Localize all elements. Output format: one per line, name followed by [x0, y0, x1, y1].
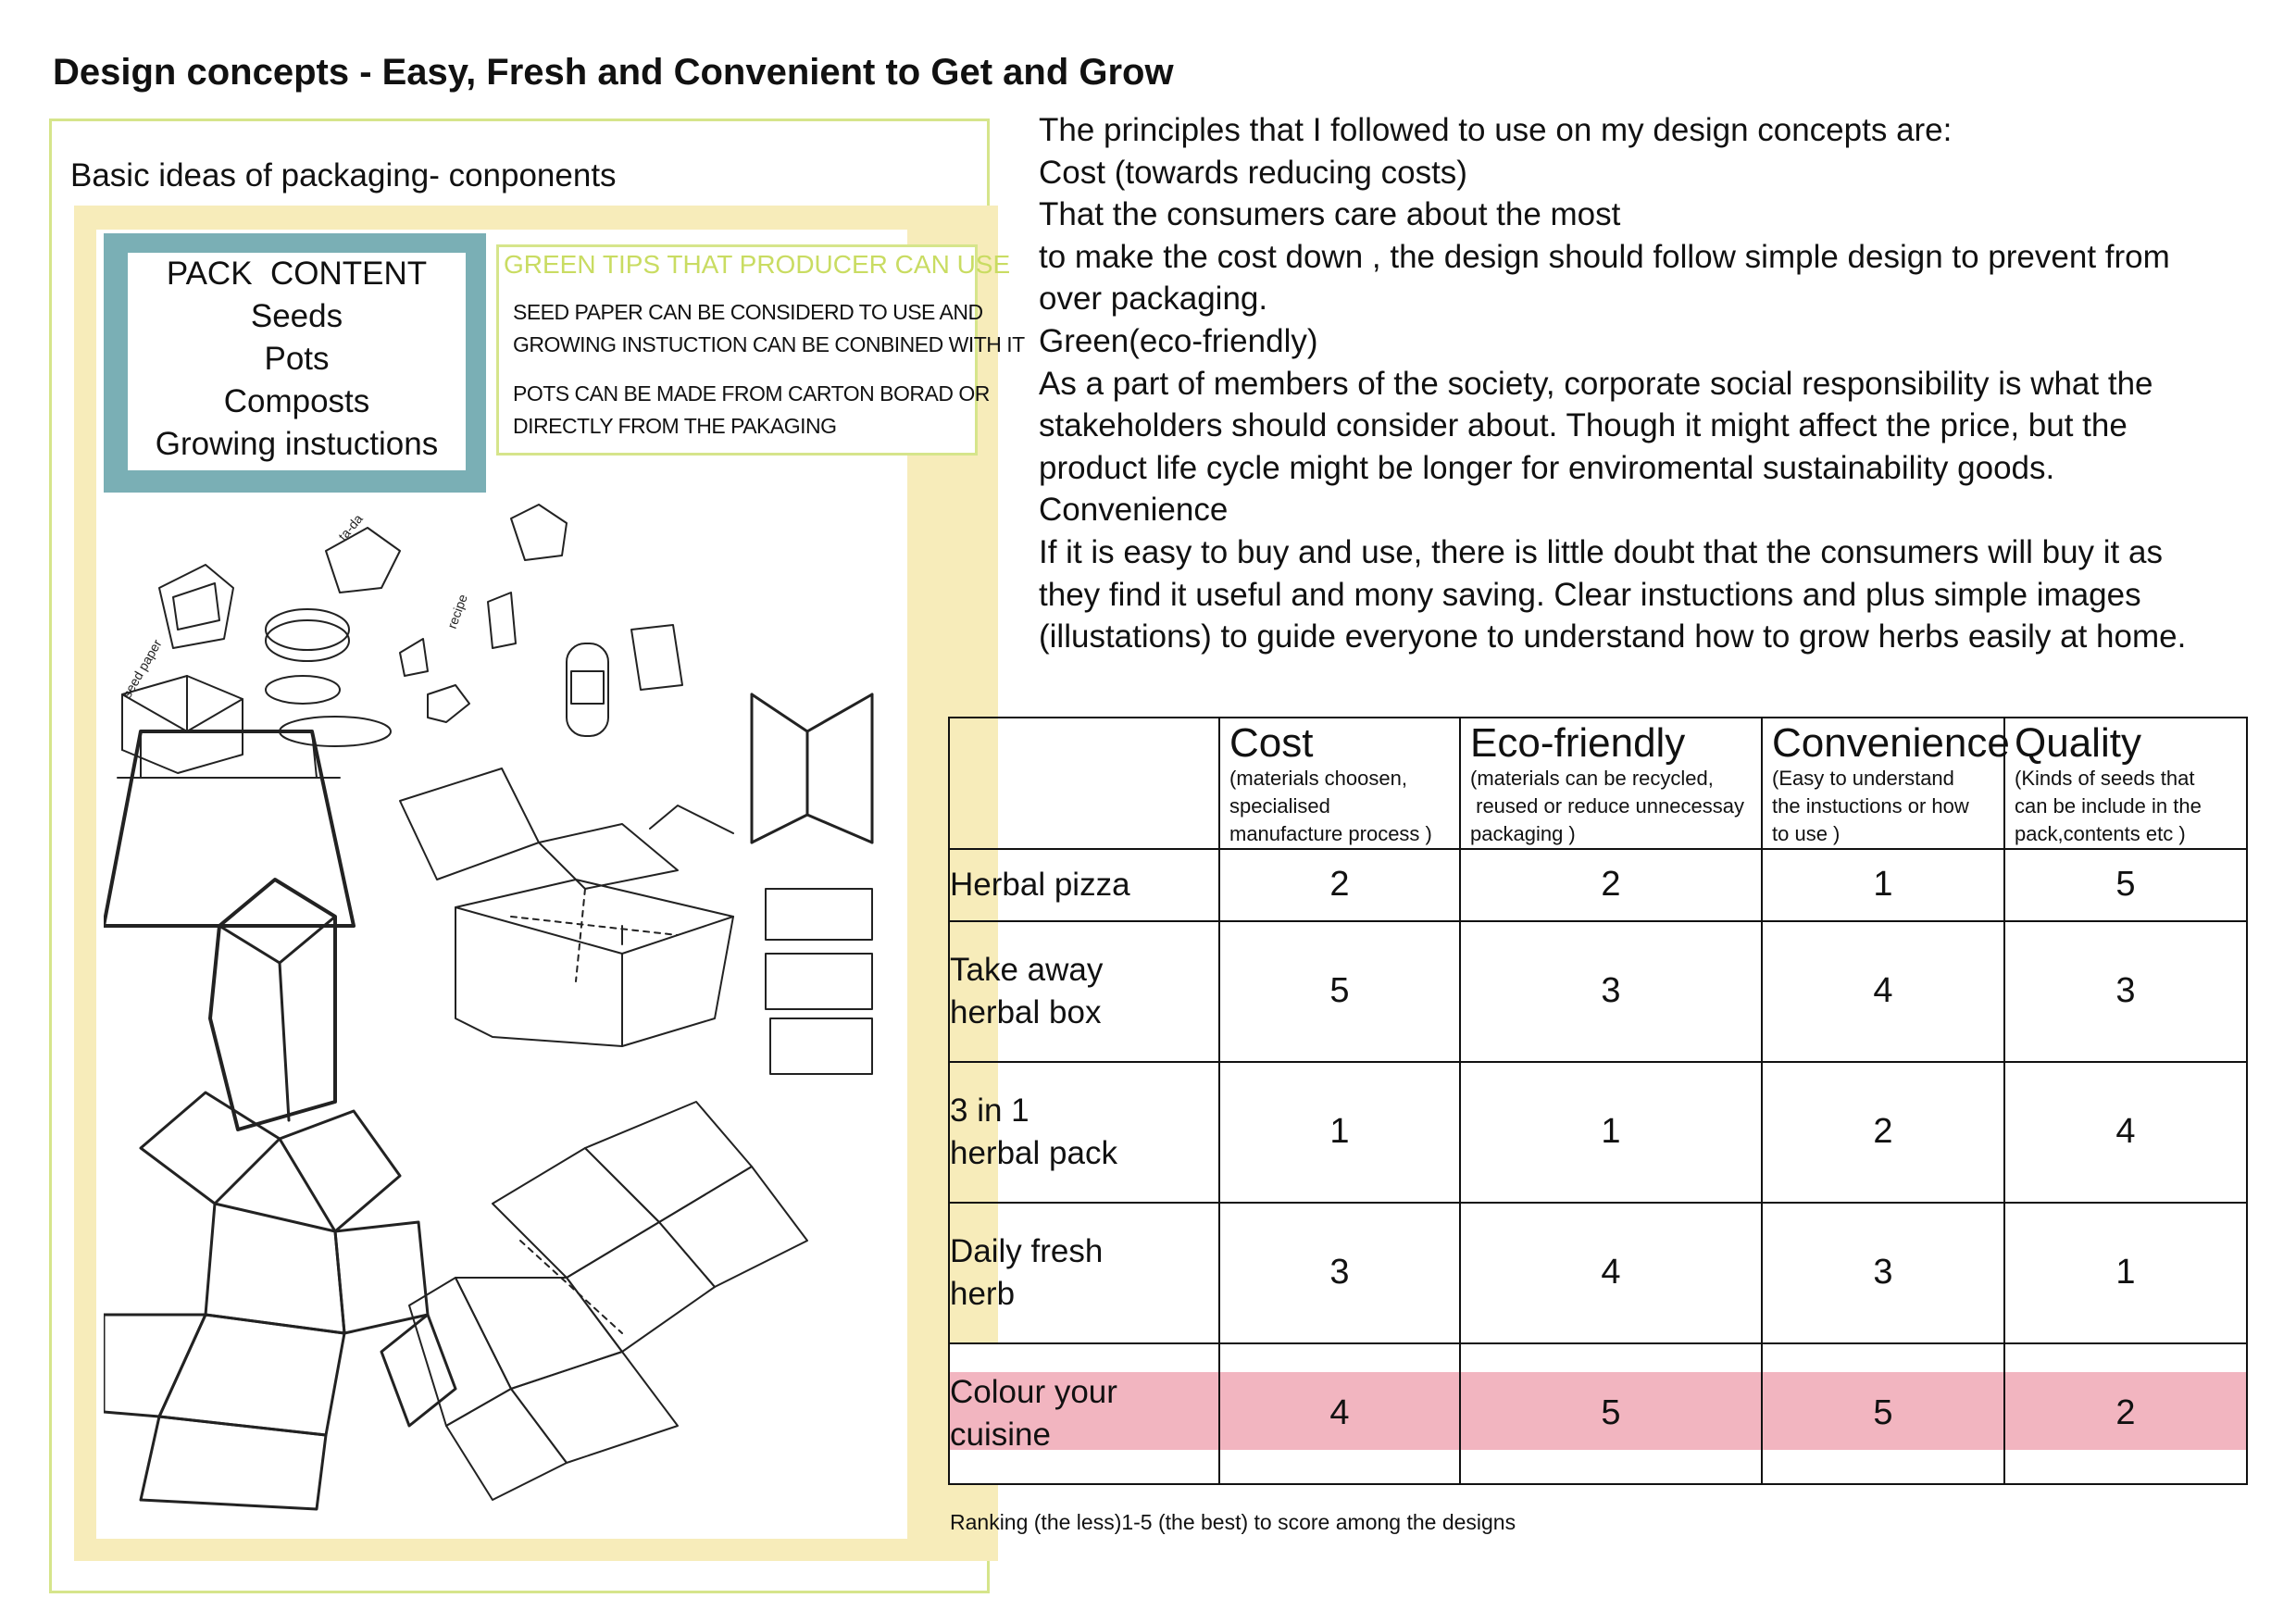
score-cell: 3: [1762, 1203, 2004, 1343]
score-cell: 2: [1219, 849, 1460, 921]
header-title: Convenience: [1772, 720, 2010, 766]
table-footnote: Ranking (the less)1-5 (the best) to score among the designs: [950, 1510, 1516, 1534]
table-row: [949, 1062, 2247, 1203]
design-name-line: 3 in 1: [950, 1092, 1029, 1129]
score-cell: 4: [1219, 1343, 1460, 1484]
box-net-right: [409, 1102, 807, 1500]
green-tip-pots: [513, 378, 990, 443]
header-quality: [2004, 718, 2247, 849]
score-cell: 1: [1762, 849, 2004, 921]
score-cell: 2: [1762, 1062, 2004, 1203]
design-name-line: Herbal pizza: [950, 866, 1130, 903]
design-name-line: Take away: [950, 951, 1104, 988]
principles-line: Cost (towards reducing costs): [1039, 154, 1467, 191]
score-cell: 5: [1219, 921, 1460, 1062]
score-cell: 5: [2004, 849, 2247, 921]
tip-line: SEED PAPER CAN BE CONSIDERD TO USE AND: [513, 300, 983, 324]
score-cell: 2: [2004, 1343, 2247, 1484]
header-title: Cost: [1229, 720, 1314, 766]
scoring-table: [948, 717, 2248, 1485]
principles-line: That the consumers care about the most: [1039, 196, 1621, 233]
design-name: [949, 849, 1219, 921]
design-name: [949, 1343, 1219, 1484]
page-title: Design concepts - Easy, Fresh and Convenient to Get and Grow: [53, 52, 1174, 93]
box-net-left: [104, 1092, 455, 1509]
design-name-line: herb: [950, 1275, 1016, 1312]
pack-item: Composts: [223, 383, 370, 419]
header-desc: (materials choosen,: [1229, 767, 1407, 790]
principles-line: The principles that I followed to use on my design concepts are:: [1039, 112, 1953, 148]
sketch-label: seed paper: [119, 636, 165, 701]
table-row-highlighted: [949, 1343, 2247, 1484]
principles-line: (illustations) to guide everyone to understand how to grow herbs easily at home.: [1039, 618, 2187, 655]
score-cell: 4: [1762, 921, 2004, 1062]
header-desc: packaging ): [1470, 822, 1576, 845]
header-desc: to use ): [1772, 822, 1841, 845]
principles-line: If it is easy to buy and use, there is little doubt that the consumers will buy it as: [1039, 533, 2163, 570]
open-box: [400, 768, 733, 1046]
design-name-line: herbal pack: [950, 1134, 1117, 1171]
cube-box: [210, 880, 335, 1130]
design-name: [949, 1203, 1219, 1343]
header-empty: [949, 718, 1219, 849]
principles-line: product life cycle might be longer for enviromental sustainability goods.: [1039, 449, 2055, 486]
header-desc: specialised: [1229, 794, 1330, 818]
header-convenience: [1762, 718, 2010, 849]
principles-line: they find it useful and mony saving. Clear instuctions and plus simple images: [1039, 576, 2141, 613]
green-tips-title: GREEN TIPS THAT PRODUCER CAN USE: [504, 250, 1011, 279]
tip-line: DIRECTLY FROM THE PAKAGING: [513, 414, 837, 438]
pack-content-list: [128, 253, 466, 470]
score-cell: 2: [1460, 849, 1762, 921]
principles-line: As a part of members of the society, corporate social responsibility is what the: [1039, 365, 2153, 402]
left-panel-heading: Basic ideas of packaging- conponents: [70, 157, 617, 194]
table-row: [949, 921, 2247, 1062]
principles-line: over packaging.: [1039, 281, 1268, 318]
table-row: [949, 1203, 2247, 1343]
header-desc: (Easy to understand: [1772, 767, 1954, 790]
pack-item: Growing instuctions: [155, 426, 439, 462]
design-principles: [1039, 109, 2270, 658]
table-row: [949, 849, 2247, 921]
score-cell: 5: [1762, 1343, 2004, 1484]
sketch-label: ta-da: [335, 511, 366, 543]
table-header-row: [949, 718, 2247, 849]
pack-content-title: PACK CONTENT: [166, 256, 428, 292]
principles-line: Convenience: [1039, 492, 1229, 529]
score-cell: 4: [2004, 1062, 2247, 1203]
design-name-line: cuisine: [950, 1416, 1051, 1453]
design-name-line: Daily fresh: [950, 1232, 1104, 1269]
header-desc: pack,contents etc ): [2015, 822, 2186, 845]
design-name-line: herbal box: [950, 993, 1102, 1030]
score-cell: 1: [2004, 1203, 2247, 1343]
green-tip-seed-paper: [513, 296, 1025, 361]
score-cell: 5: [1460, 1343, 1762, 1484]
score-cell: 3: [2004, 921, 2247, 1062]
header-desc: reused or reduce unnecessay: [1470, 794, 1744, 818]
tip-line: POTS CAN BE MADE FROM CARTON BORAD OR: [513, 381, 990, 406]
header-desc: the instuctions or how: [1772, 794, 1969, 818]
header-desc: can be include in the: [2015, 794, 2202, 818]
principles-line: Green(eco-friendly): [1039, 322, 1318, 359]
header-eco-friendly: [1460, 718, 1762, 849]
score-cell: 3: [1460, 921, 1762, 1062]
score-cell: 3: [1219, 1203, 1460, 1343]
design-name-line: Colour your: [950, 1373, 1117, 1410]
tip-line: GROWING INSTUCTION CAN BE CONBINED WITH IT: [513, 332, 1025, 356]
principles-line: stakeholders should consider about. Though it might affect the price, but the: [1039, 407, 2128, 444]
header-cost: [1219, 718, 1460, 849]
header-desc: (materials can be recycled,: [1470, 767, 1714, 790]
design-name: [949, 921, 1219, 1062]
score-cell: 1: [1219, 1062, 1460, 1203]
design-name: [949, 1062, 1219, 1203]
header-title: Quality: [2015, 720, 2141, 766]
sketch-label: recipe: [443, 592, 470, 631]
cross-divider: [752, 694, 872, 843]
pack-item: Seeds: [250, 298, 343, 334]
header-desc: (Kinds of seeds that: [2015, 767, 2195, 790]
scoring-table-wrapper: [948, 717, 2246, 1485]
score-cell: 4: [1460, 1203, 1762, 1343]
header-desc: manufacture process ): [1229, 822, 1432, 845]
pack-item: Pots: [264, 341, 330, 377]
header-title: Eco-friendly: [1470, 720, 1686, 766]
packaging-sketch: [104, 500, 909, 1528]
score-cell: 1: [1460, 1062, 1762, 1203]
principles-line: to make the cost down , the design should follow simple design to prevent from: [1039, 238, 2170, 275]
